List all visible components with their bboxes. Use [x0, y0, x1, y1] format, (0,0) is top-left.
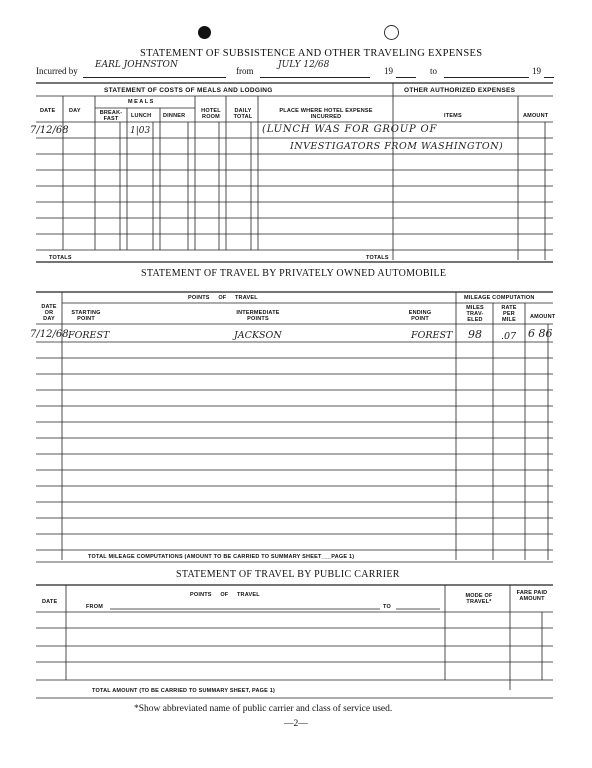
- meals-totals-left: TOTALS: [49, 255, 72, 261]
- carrier-to-label: TO: [383, 604, 391, 610]
- punch-hole-left: [198, 26, 211, 39]
- auto-col-intermediate: INTERMEDIATE POINTS: [236, 310, 280, 322]
- auto-entry-end[interactable]: FOREST: [411, 330, 453, 341]
- meals-col-day: DAY: [69, 108, 81, 114]
- meals-entry-note-2[interactable]: INVESTIGATORS FROM WASHINGTON): [290, 141, 504, 152]
- auto-col-starting: STARTING POINT: [71, 310, 101, 322]
- punch-hole-right: [384, 25, 399, 40]
- auto-entry-amount[interactable]: 6 86: [528, 327, 553, 340]
- auto-col-miles: MILES TRAV-ELED: [466, 305, 484, 323]
- incurred-by-value[interactable]: EARL JOHNSTON: [95, 60, 178, 70]
- from-value[interactable]: JULY 12/68: [278, 60, 330, 70]
- meals-entry-date[interactable]: 7/12/68: [30, 125, 69, 136]
- year-label-1: 19: [384, 66, 393, 76]
- meals-entry-lunch[interactable]: 1|03: [130, 126, 151, 136]
- carrier-total-label: TOTAL AMOUNT (TO BE CARRIED TO SUMMARY SHEET, PAGE 1): [92, 688, 276, 694]
- carrier-from-label: FROM: [86, 604, 103, 610]
- carrier-points-of-travel: POINTS OF TRAVEL: [190, 592, 260, 598]
- year-line-1: [396, 77, 416, 78]
- meals-entry-note-1[interactable]: (LUNCH WAS FOR GROUP OF: [262, 124, 438, 135]
- other-expenses-title: OTHER AUTHORIZED EXPENSES: [404, 87, 516, 94]
- auto-entry-start[interactable]: FOREST: [68, 330, 110, 341]
- auto-entry-intermediate[interactable]: JACKSON: [234, 330, 282, 341]
- auto-entry-date[interactable]: 7/12/68: [30, 329, 69, 340]
- auto-col-ending: ENDING POINT: [408, 310, 432, 322]
- to-line: [444, 77, 529, 78]
- meals-col-items: ITEMS: [444, 113, 462, 119]
- from-label: from: [236, 66, 254, 76]
- auto-col-amount: AMOUNT: [530, 314, 556, 320]
- auto-total-label: TOTAL MILEAGE COMPUTATIONS (AMOUNT TO BE CARRIED TO SUMMARY SHEET___PAGE 1): [88, 554, 355, 560]
- auto-mileage-computation: MILEAGE COMPUTATION: [464, 295, 535, 301]
- page-number: —2—: [284, 719, 308, 729]
- footnote: *Show abbreviated name of public carrier and class of service used.: [134, 704, 393, 714]
- form-title: STATEMENT OF SUBSISTENCE AND OTHER TRAVELING EXPENSES: [140, 48, 483, 59]
- meals-col-amount: AMOUNT: [523, 113, 549, 119]
- meals-col-hotel: HOTEL ROOM: [201, 108, 221, 120]
- meals-col-date: DATE: [40, 108, 56, 114]
- meals-col-lunch: LUNCH: [131, 113, 152, 119]
- meals-col-breakfast: BREAK-FAST: [99, 110, 123, 122]
- to-label: to: [430, 66, 438, 76]
- carrier-col-mode: MODE OF TRAVEL*: [465, 593, 493, 605]
- auto-col-rate: RATE PER MILE: [501, 305, 517, 323]
- carrier-section-title: STATEMENT OF TRAVEL BY PUBLIC CARRIER: [176, 569, 400, 580]
- from-line: [260, 77, 370, 78]
- auto-section-title: STATEMENT OF TRAVEL BY PRIVATELY OWNED AUTOMOBILE: [141, 268, 447, 279]
- incurred-by-label: Incurred by: [36, 66, 78, 76]
- meals-col-daily: DAILY TOTAL: [233, 108, 253, 120]
- auto-entry-miles[interactable]: 98: [468, 328, 482, 341]
- year-line-2: [544, 77, 554, 78]
- meals-section-title: STATEMENT OF COSTS OF MEALS AND LODGING: [104, 87, 273, 94]
- auto-col-date: DATE OR DAY: [41, 304, 57, 322]
- auto-points-of-travel: POINTS OF TRAVEL: [188, 295, 258, 301]
- meals-col-place: PLACE WHERE HOTEL EXPENSE INCURRED: [279, 108, 373, 120]
- carrier-col-date: DATE: [42, 599, 58, 605]
- meals-col-dinner: DINNER: [163, 113, 186, 119]
- carrier-col-fare: FARE PAID AMOUNT: [516, 590, 548, 602]
- year-label-2: 19: [532, 66, 541, 76]
- incurred-by-line: [83, 77, 226, 78]
- meals-totals-right: TOTALS: [366, 255, 389, 261]
- auto-entry-rate[interactable]: .07: [501, 331, 517, 342]
- meals-group-label: MEALS: [128, 99, 155, 105]
